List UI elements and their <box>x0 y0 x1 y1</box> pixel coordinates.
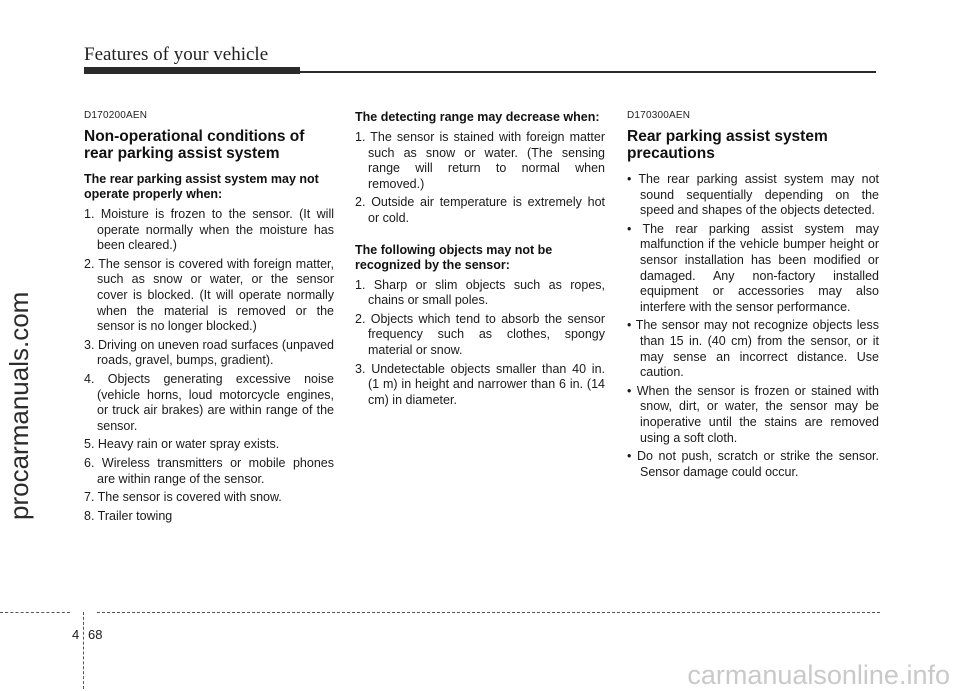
section-heading: Non-operational conditions of rear parking assist system <box>84 128 305 162</box>
list-item: 2. Objects which tend to absorb the sensor frequency such as clothes, spongy material or snow. <box>355 311 605 357</box>
list-item: 3. Undetectable objects smaller than 40 in. (1 m) in height and narrower than 6 in. (14 cm) in diameter. <box>355 361 605 407</box>
detecting-range-subheading: The detecting range may decrease when: <box>355 110 600 124</box>
list-item: 4. Objects generating excessive noise (vehicle horns, loud motorcycle engines, or truck air brakes) are within range of the sensor. <box>84 371 334 433</box>
side-watermark: procarmanuals.com <box>4 291 34 520</box>
list-item: • The sensor may not recognize objects less than 15 in. (40 cm) from the sensor, or it may sense an incorrect distance. Use caution. <box>627 318 879 380</box>
list-item: 2. The sensor is covered with foreign matter, such as snow or water, or the sensor cover is blocked. (It will operate normally when the material is removed or the sensor is no longer blocked.) <box>84 256 334 334</box>
list-item: 8. Trailer towing <box>84 508 173 523</box>
list-item: • The rear parking assist system may malfunction if the vehicle bumper height or sensor installation has been modified or damaged. Any non-factory installed equipment or accessories may also interfere with the sensor performance. <box>627 221 879 314</box>
list-item: 6. Wireless transmitters or mobile phones are within range of the sensor. <box>84 455 334 486</box>
list-item: 7. The sensor is covered with snow. <box>84 490 282 505</box>
column-non-operational <box>84 110 334 527</box>
list-item: • When the sensor is frozen or stained with snow, dirt, or water, the sensor may be inoperative until the stains are removed using a soft cloth. <box>627 383 879 445</box>
column-detecting-range <box>355 110 605 411</box>
footer-rule-right <box>97 612 880 613</box>
column-precautions <box>627 110 879 483</box>
list-item: 1. The sensor is stained with foreign matter such as snow or water. (The sensing range will return to normal when removed.) <box>355 130 605 191</box>
section-number: 4 <box>72 627 80 642</box>
header-bar <box>84 67 300 74</box>
list-item: 1. Sharp or slim objects such as ropes, chains or small poles. <box>355 277 605 308</box>
section-code: D170300AEN <box>627 110 691 121</box>
condition-list <box>84 207 334 524</box>
footer-rule-left <box>0 612 70 613</box>
list-item: • Do not push, scratch or strike the sensor. Sensor damage could occur. <box>627 449 879 479</box>
bottom-watermark: carmanualsonline.info <box>687 660 950 690</box>
list-item: 5. Heavy rain or water spray exists. <box>84 437 280 452</box>
page-number: 68 <box>88 627 103 642</box>
list-item: 1. Moisture is frozen to the sensor. (It will operate normally when the moisture has been cleared.) <box>84 207 334 253</box>
list-item: 3. Driving on uneven road surfaces (unpaved roads, gravel, bumps, gradient). <box>84 337 334 368</box>
section-heading: Rear parking assist system precautions <box>627 128 828 162</box>
list-item: 2. Outside air temperature is extremely hot or cold. <box>355 195 605 225</box>
section-subheading: The rear parking assist system may not operate properly when: <box>84 172 319 201</box>
unrecognized-objects-list <box>355 278 605 409</box>
page-header-title: Features of your vehicle <box>84 44 269 65</box>
list-item: • The rear parking assist system may not sound sequentially depending on the speed and shapes of the objects detected. <box>627 172 879 218</box>
section-code: D170200AEN <box>84 110 148 121</box>
unrecognized-objects-subheading: The following objects may not be recognized by the sensor: <box>355 242 553 272</box>
precautions-list <box>627 172 879 480</box>
header-rule <box>300 71 876 73</box>
detecting-range-list <box>355 130 605 227</box>
footer-divider <box>83 612 84 689</box>
